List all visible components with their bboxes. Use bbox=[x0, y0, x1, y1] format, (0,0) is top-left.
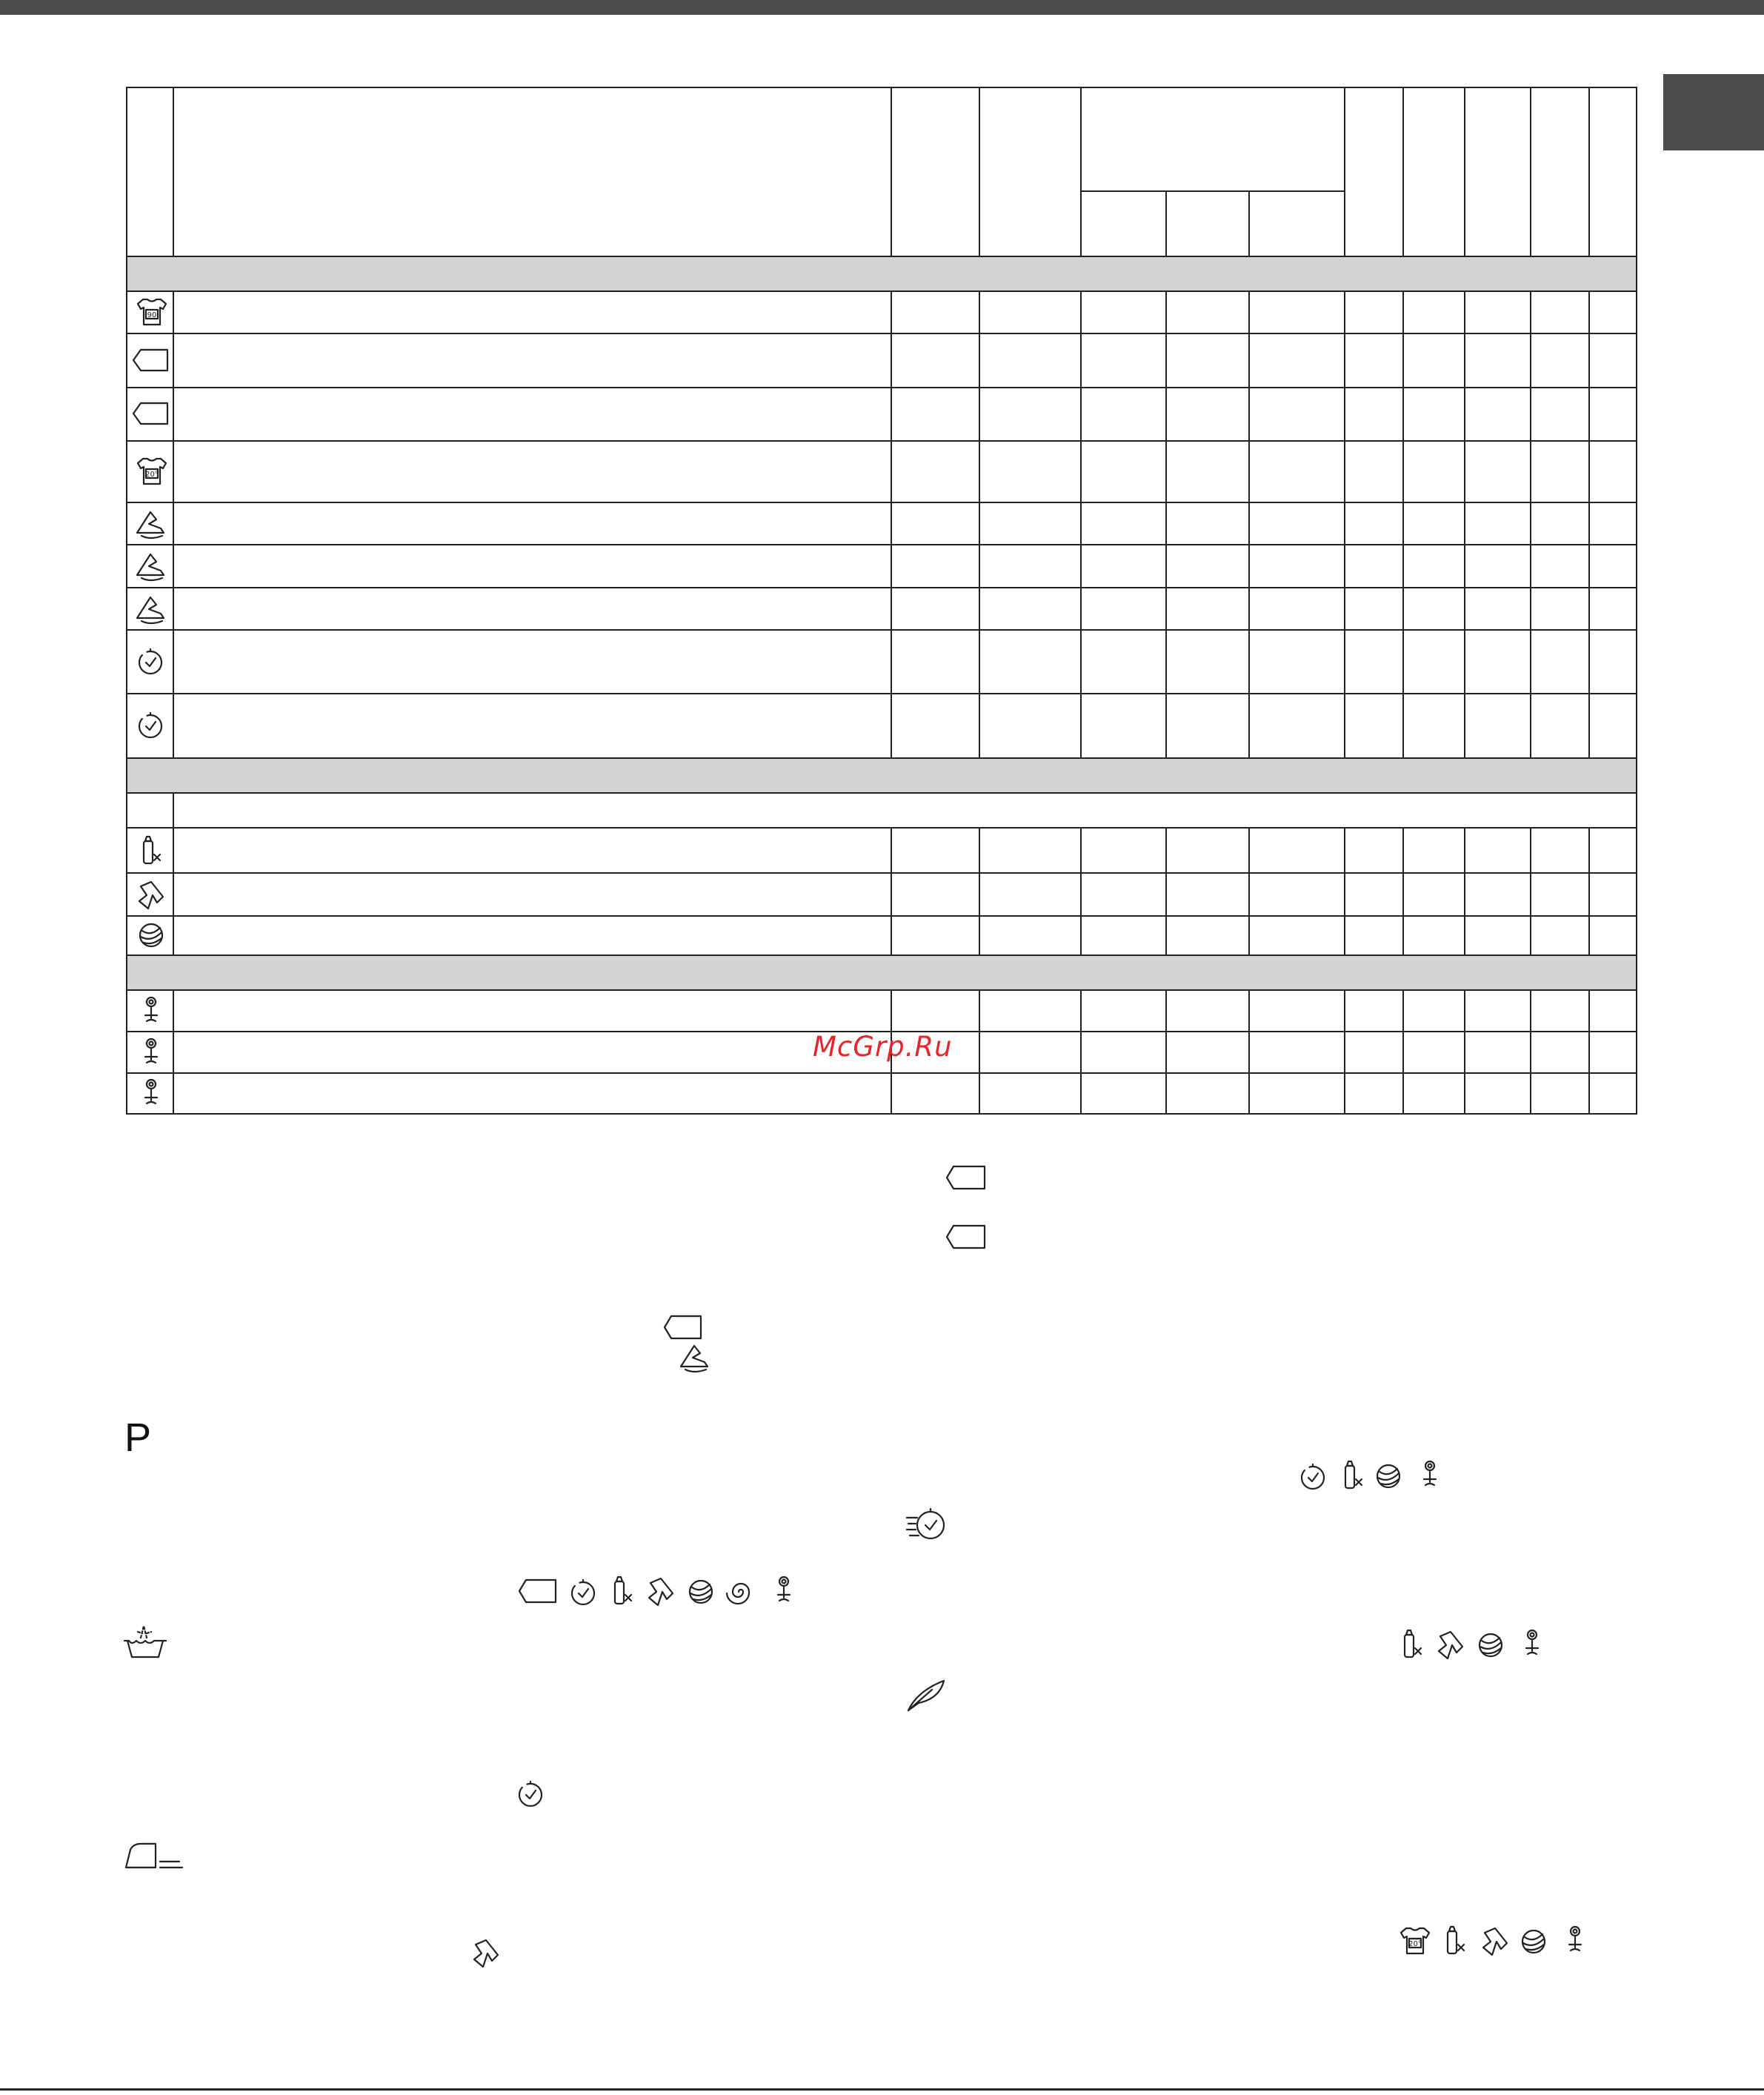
spin-drain-icon bbox=[1569, 1927, 1581, 1950]
tag-icon bbox=[665, 1316, 701, 1338]
mixed-fabric-icon bbox=[137, 554, 164, 580]
tag-icon bbox=[133, 350, 167, 371]
baby-bottle-icon bbox=[615, 1577, 631, 1604]
baby-bottle-icon bbox=[1448, 1927, 1464, 1953]
svg-text:20°: 20° bbox=[145, 471, 159, 479]
silk-icon bbox=[474, 1940, 498, 1967]
bottom-rule bbox=[0, 2088, 1764, 2091]
wool-icon bbox=[1377, 1465, 1399, 1487]
silk-icon bbox=[139, 882, 163, 909]
baby-bottle-icon bbox=[1345, 1461, 1362, 1488]
spin-drain-icon bbox=[1526, 1630, 1538, 1654]
section-heading-letter: P bbox=[124, 1415, 152, 1460]
iron-icon bbox=[126, 1844, 182, 1867]
wool-icon bbox=[1480, 1634, 1502, 1656]
section-band bbox=[127, 256, 1637, 291]
tag-icon bbox=[133, 403, 167, 424]
spiral-icon bbox=[727, 1584, 749, 1604]
section-band bbox=[127, 955, 1637, 990]
wool-icon bbox=[1522, 1930, 1545, 1953]
tag-icon bbox=[519, 1580, 556, 1602]
spin-drain-icon bbox=[145, 1039, 157, 1063]
spin-drain-icon bbox=[145, 997, 157, 1021]
silk-icon bbox=[1483, 1928, 1507, 1955]
baby-bottle-icon bbox=[144, 837, 160, 863]
tag-icon bbox=[947, 1226, 985, 1248]
spin-drain-icon bbox=[1424, 1461, 1436, 1485]
spin-drain-icon bbox=[778, 1577, 790, 1601]
baby-bottle-icon bbox=[1405, 1630, 1421, 1657]
silk-icon bbox=[649, 1578, 673, 1605]
tshirt-20-icon bbox=[1401, 1928, 1429, 1953]
hand-wash-icon bbox=[124, 1626, 166, 1657]
wool-icon bbox=[690, 1581, 712, 1603]
feather-icon bbox=[908, 1681, 944, 1710]
stopwatch-icon bbox=[139, 713, 162, 737]
spin-drain-icon bbox=[145, 1080, 157, 1103]
tshirt-20-icon bbox=[138, 459, 166, 484]
silk-icon bbox=[1439, 1632, 1462, 1659]
fast-wash-icon bbox=[907, 1509, 944, 1538]
stopwatch-icon bbox=[572, 1580, 594, 1604]
wool-icon bbox=[140, 924, 162, 946]
tag-icon bbox=[947, 1166, 985, 1189]
svg-text:20°: 20° bbox=[1408, 1940, 1422, 1948]
stopwatch-icon bbox=[1302, 1464, 1324, 1489]
tshirt-90-icon bbox=[138, 299, 166, 325]
svg-text:90: 90 bbox=[147, 311, 157, 319]
section-band bbox=[127, 758, 1637, 793]
mixed-fabric-icon bbox=[681, 1346, 708, 1372]
mixed-fabric-icon bbox=[137, 597, 164, 623]
mixed-fabric-icon bbox=[137, 512, 164, 538]
stopwatch-icon bbox=[139, 649, 162, 674]
watermark-text: McGrp.Ru bbox=[813, 1031, 953, 1063]
stopwatch-icon bbox=[519, 1782, 542, 1806]
